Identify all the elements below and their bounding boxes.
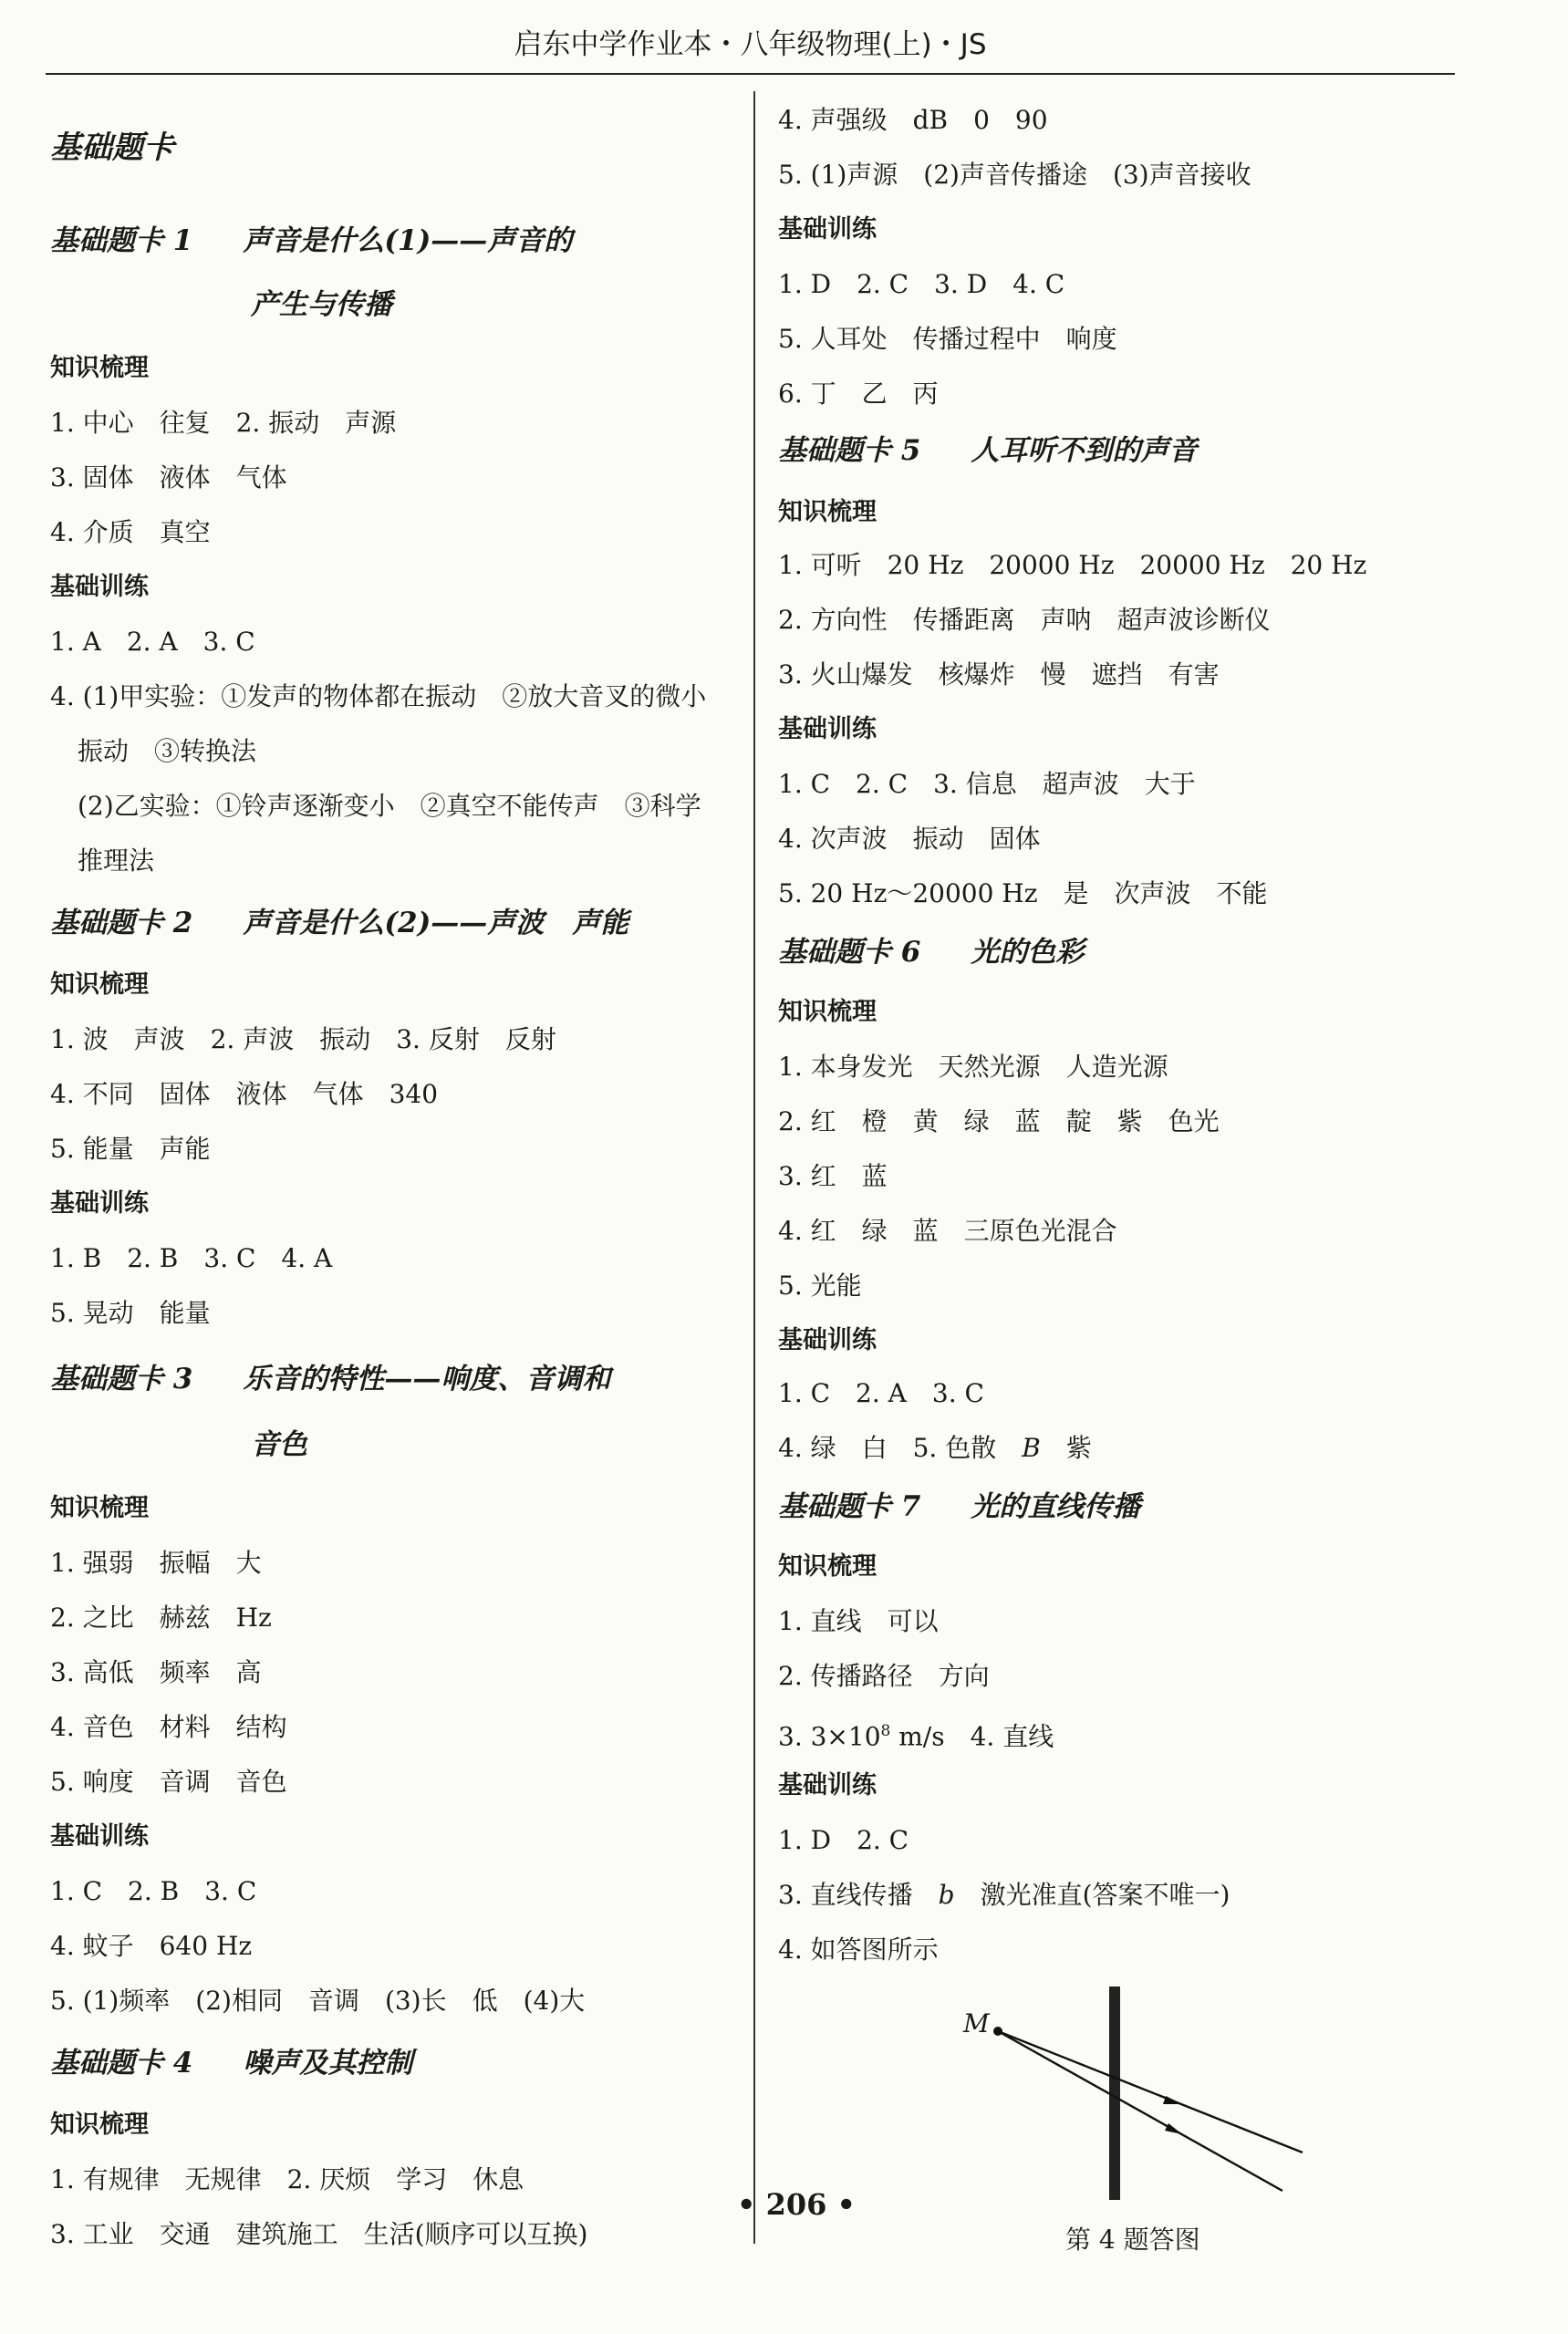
speed-of-light-unit: m/s 4. 直线 bbox=[890, 1721, 1054, 1752]
card-7-title: 光的直线传播 bbox=[971, 1490, 1141, 1523]
card-7-knowledge-line: 1. 直线 可以 bbox=[778, 1606, 939, 1636]
card-1-heading bbox=[50, 224, 572, 257]
card-3-knowledge-label: 知识梳理 bbox=[50, 1494, 149, 1522]
card-5-training-line: 4. 次声波 振动 固体 bbox=[778, 824, 1041, 854]
card-7-answer-letter: b bbox=[938, 1880, 955, 1910]
card-3-number: 基础题卡 3 bbox=[50, 1363, 193, 1395]
card-4-training-label: 基础训练 bbox=[778, 215, 877, 244]
card-5-knowledge-line: 2. 方向性 传播距离 声呐 超声波诊断仪 bbox=[778, 605, 1271, 635]
card-3-training-line: 5. (1)频率 (2)相同 音调 (3)长 低 (4)大 bbox=[50, 1986, 586, 2016]
card-2-knowledge-line: 1. 波 声波 2. 声波 振动 3. 反射 反射 bbox=[50, 1024, 556, 1054]
card-6-answer-text: 4. 绿 白 5. 色散 bbox=[778, 1433, 1023, 1463]
card-4-training-line: 5. 人耳处 传播过程中 响度 bbox=[778, 324, 1117, 354]
ray-diagram bbox=[949, 1979, 1314, 2216]
card-6-knowledge-line: 2. 红 橙 黄 绿 蓝 靛 紫 色光 bbox=[778, 1106, 1220, 1136]
card-7-answer-text: 3. 直线传播 bbox=[778, 1880, 939, 1910]
card-2-training-line: 1. B 2. B 3. C 4. A bbox=[50, 1243, 333, 1273]
card-1-training-label: 基础训练 bbox=[50, 573, 149, 601]
card-1-training-line: (2)乙实验：①铃声逐渐变小 ②真空不能传声 ③科学 bbox=[78, 791, 701, 821]
card-4-knowledge-line: 4. 声强级 dB 0 90 bbox=[778, 105, 1048, 135]
card-5-title: 人耳听不到的声音 bbox=[971, 434, 1198, 467]
card-3-heading bbox=[50, 1363, 610, 1395]
card-4-heading bbox=[50, 2047, 412, 2080]
card-7-answer-text: 激光准直(答案不唯一) bbox=[954, 1880, 1231, 1910]
card-7-knowledge-label: 知识梳理 bbox=[778, 1552, 877, 1581]
card-3-knowledge-line: 1. 强弱 振幅 大 bbox=[50, 1548, 262, 1578]
card-3-title-cont: 音色 bbox=[251, 1428, 307, 1461]
card-4-knowledge-line: 3. 工业 交通 建筑施工 生活(顺序可以互换) bbox=[50, 2219, 588, 2249]
card-6-title: 光的色彩 bbox=[971, 936, 1085, 969]
card-5-knowledge-label: 知识梳理 bbox=[778, 498, 877, 526]
point-m-label: M bbox=[963, 2008, 990, 2038]
card-3-knowledge-line: 4. 音色 材料 结构 bbox=[50, 1712, 287, 1742]
card-1-training-line: 1. A 2. A 3. C bbox=[50, 627, 255, 657]
card-6-answer-letter: B bbox=[1022, 1433, 1041, 1463]
card-6-training-line bbox=[778, 1432, 1092, 1465]
card-1-knowledge-label: 知识梳理 bbox=[50, 354, 149, 382]
card-6-knowledge-label: 知识梳理 bbox=[778, 998, 877, 1026]
card-3-knowledge-line: 5. 响度 音调 音色 bbox=[50, 1767, 287, 1797]
card-3-training-line: 4. 蚊子 640 Hz bbox=[50, 1931, 253, 1961]
ray-diagram-svg bbox=[949, 1979, 1314, 2216]
card-6-training-line: 1. C 2. A 3. C bbox=[778, 1378, 984, 1408]
card-6-training-label: 基础训练 bbox=[778, 1326, 877, 1354]
card-7-number: 基础题卡 7 bbox=[778, 1490, 921, 1523]
card-7-heading bbox=[778, 1490, 1140, 1523]
card-5-number: 基础题卡 5 bbox=[778, 434, 921, 467]
card-2-number: 基础题卡 2 bbox=[50, 907, 193, 939]
ray-arrow-lower bbox=[1165, 2123, 1182, 2134]
card-7-training-line: 1. D 2. C bbox=[778, 1825, 909, 1855]
card-1-title: 声音是什么(1)——声音的 bbox=[243, 224, 573, 257]
card-4-knowledge-label: 知识梳理 bbox=[50, 2111, 149, 2139]
card-5-training-line: 5. 20 Hz～20000 Hz 是 次声波 不能 bbox=[778, 878, 1268, 908]
card-7-knowledge-line: 2. 传播路径 方向 bbox=[778, 1661, 990, 1691]
opaque-screen bbox=[1109, 1986, 1120, 2200]
card-1-knowledge-line: 3. 固体 液体 气体 bbox=[50, 462, 287, 493]
card-4-number: 基础题卡 4 bbox=[50, 2047, 193, 2080]
card-2-training-label: 基础训练 bbox=[50, 1189, 149, 1218]
card-1-training-line: 振动 ③转换法 bbox=[78, 736, 257, 766]
card-4-training-line: 6. 丁 乙 丙 bbox=[778, 379, 939, 409]
card-2-training-line: 5. 晃动 能量 bbox=[50, 1298, 211, 1328]
column-divider bbox=[753, 91, 755, 2244]
card-4-title: 噪声及其控制 bbox=[243, 2047, 413, 2080]
card-2-knowledge-label: 知识梳理 bbox=[50, 970, 149, 999]
card-4-knowledge-line: 5. (1)声源 (2)声音传播途 (3)声音接收 bbox=[778, 160, 1251, 190]
card-7-training-line bbox=[778, 1879, 1230, 1912]
light-ray-lower bbox=[998, 2031, 1282, 2191]
section-title: 基础题卡 bbox=[50, 130, 174, 166]
card-2-heading bbox=[50, 907, 628, 939]
card-5-heading bbox=[778, 434, 1197, 467]
speed-of-light-exponent: 8 bbox=[880, 1722, 891, 1740]
card-6-knowledge-line: 3. 红 蓝 bbox=[778, 1161, 888, 1191]
speed-of-light-value: 3. 3×10 bbox=[778, 1721, 881, 1752]
card-7-knowledge-line bbox=[778, 1715, 1054, 1753]
ray-arrow-upper bbox=[1163, 2096, 1182, 2104]
page-number: • 206 • bbox=[737, 2187, 856, 2222]
card-5-training-label: 基础训练 bbox=[778, 715, 877, 743]
card-3-title: 乐音的特性——响度、音调和 bbox=[243, 1363, 611, 1395]
card-5-knowledge-line: 3. 火山爆发 核爆炸 慢 遮挡 有害 bbox=[778, 659, 1220, 690]
card-3-knowledge-line: 3. 高低 频率 高 bbox=[50, 1657, 262, 1687]
card-6-knowledge-line: 4. 红 绿 蓝 三原色光混合 bbox=[778, 1216, 1117, 1246]
card-2-title: 声音是什么(2)——声波 声能 bbox=[243, 907, 629, 939]
card-5-knowledge-line: 1. 可听 20 Hz 20000 Hz 20000 Hz 20 Hz bbox=[778, 550, 1367, 580]
card-1-knowledge-line: 1. 中心 往复 2. 振动 声源 bbox=[50, 408, 397, 438]
card-4-knowledge-line: 1. 有规律 无规律 2. 厌烦 学习 休息 bbox=[50, 2164, 524, 2194]
card-1-training-line: 推理法 bbox=[78, 845, 155, 876]
card-4-training-line: 1. D 2. C 3. D 4. C bbox=[778, 269, 1065, 299]
card-7-training-label: 基础训练 bbox=[778, 1771, 877, 1800]
card-3-training-line: 1. C 2. B 3. C bbox=[50, 1876, 257, 1906]
card-7-training-line: 4. 如答图所示 bbox=[778, 1935, 939, 1965]
card-1-knowledge-line: 4. 介质 真空 bbox=[50, 517, 211, 547]
card-6-heading bbox=[778, 936, 1084, 969]
light-ray-upper bbox=[998, 2031, 1303, 2152]
card-1-title-cont: 产生与传播 bbox=[251, 288, 392, 321]
card-6-knowledge-line: 5. 光能 bbox=[778, 1271, 862, 1301]
card-3-training-label: 基础训练 bbox=[50, 1822, 149, 1851]
card-6-number: 基础题卡 6 bbox=[778, 936, 921, 969]
card-3-knowledge-line: 2. 之比 赫兹 Hz bbox=[50, 1603, 272, 1633]
card-6-answer-text: 紫 bbox=[1040, 1433, 1092, 1463]
card-2-knowledge-line: 5. 能量 声能 bbox=[50, 1134, 211, 1164]
card-6-knowledge-line: 1. 本身发光 天然光源 人造光源 bbox=[778, 1052, 1168, 1082]
card-5-training-line: 1. C 2. C 3. 信息 超声波 大于 bbox=[778, 769, 1196, 799]
card-2-knowledge-line: 4. 不同 固体 液体 气体 340 bbox=[50, 1079, 439, 1109]
figure-caption: 第 4 题答图 bbox=[1065, 2225, 1200, 2255]
card-1-training-line: 4. (1)甲实验：①发声的物体都在振动 ②放大音叉的微小 bbox=[50, 681, 707, 711]
page-header: 启东中学作业本・八年级物理(上)・JS bbox=[46, 18, 1455, 75]
card-1-number: 基础题卡 1 bbox=[50, 224, 193, 257]
